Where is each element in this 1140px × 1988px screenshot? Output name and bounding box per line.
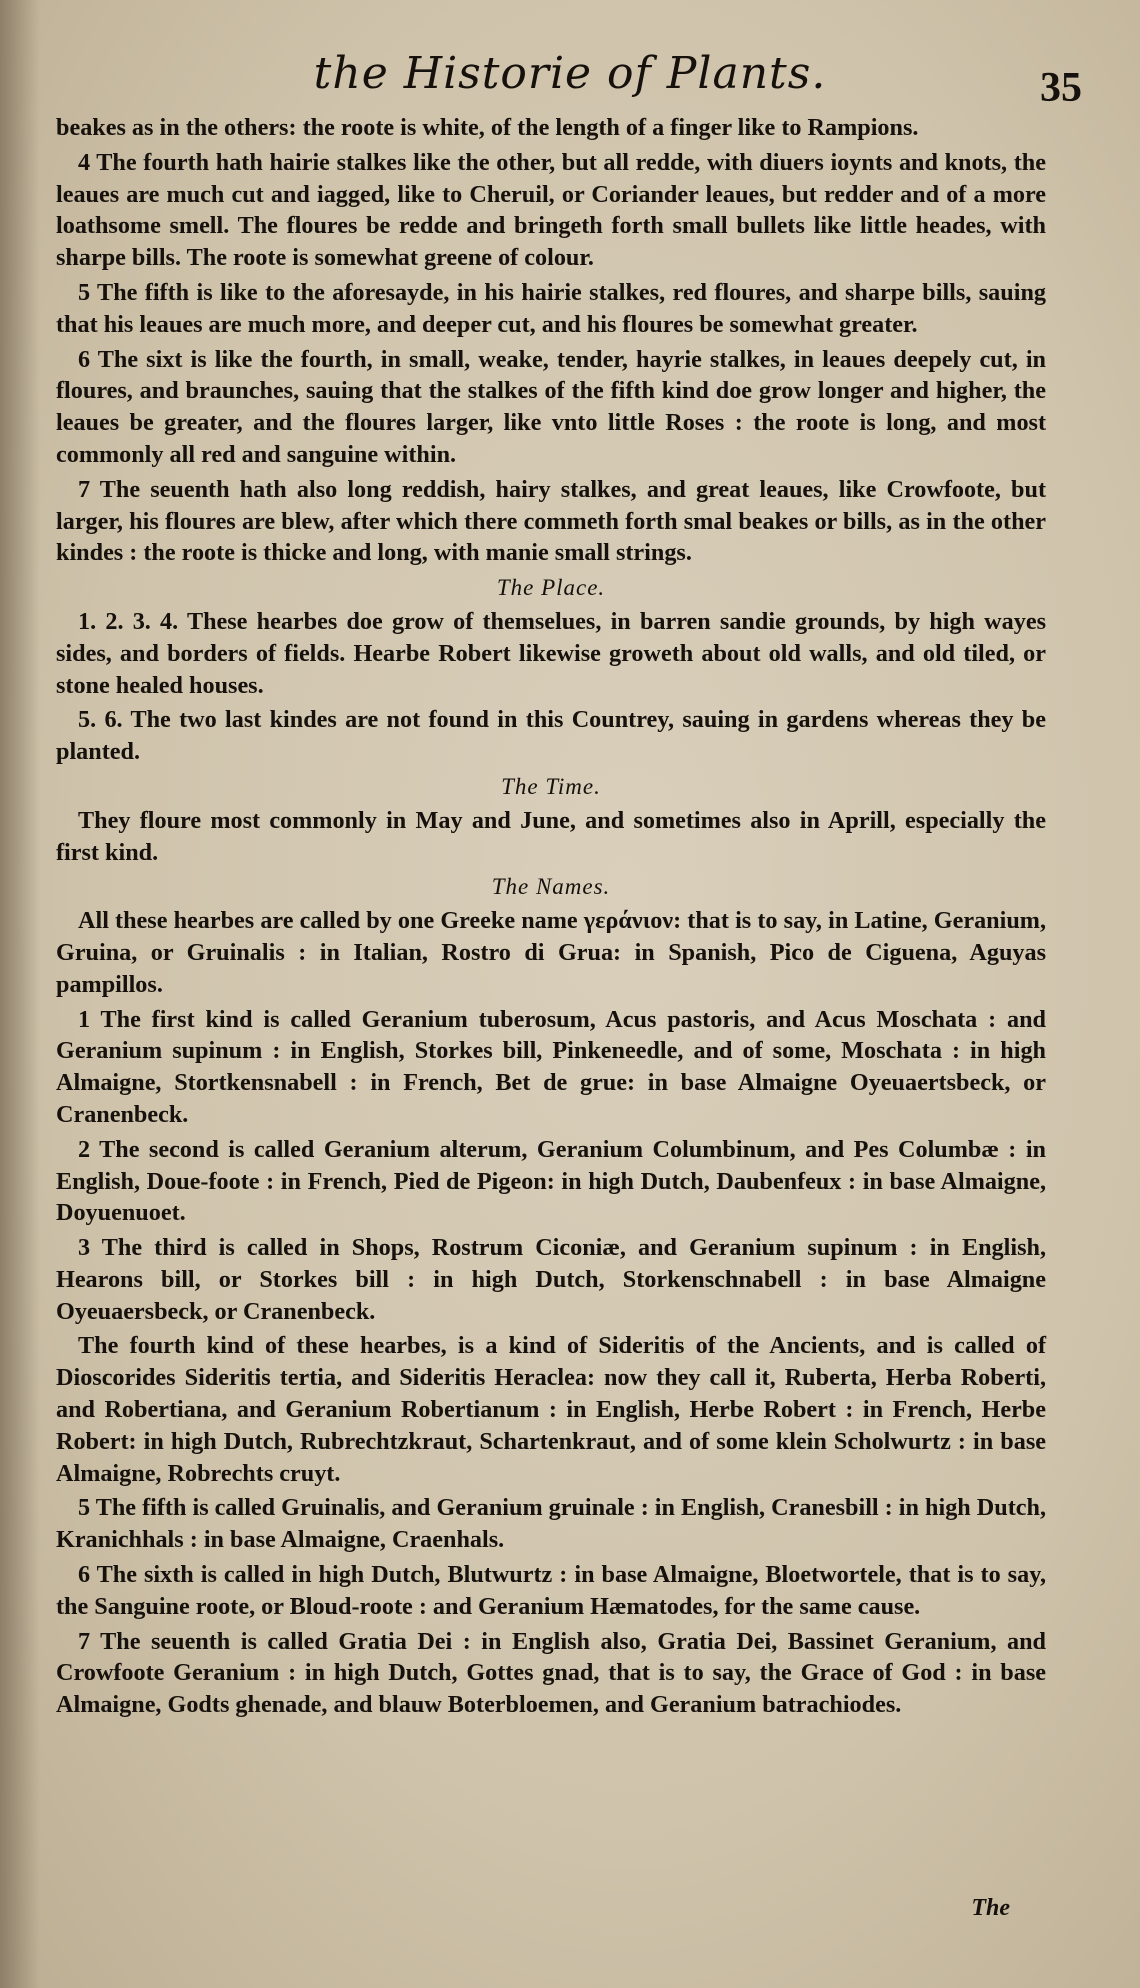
paragraph-kind-5: 5 The fifth is like to the aforesayde, in his hairie stalkes, red floures, and sharpe bills, sauing that his leaues are much more, and deeper cut, and his floures be somewhat greater. (56, 278, 1046, 338)
running-head: the Historie of Plants. (313, 48, 827, 99)
paragraph-kind-4: 4 The fourth hath hairie stalkes like the other, but all redde, with diuers ioynts and knots, the leaues are much cut and iagged, like to Cheruil, or Coriander leaues, but redder and of a more loathsome smell. The floures be redde and bringeth forth small bullets like little heades, with sharpe bills. The roote is somewhat greene of colour. (56, 148, 1046, 272)
paragraph-names-1: 1 The first kind is called Geranium tuberosum, Acus pastoris, and Acus Moschata : and Geranium supinum : in English, Storkes bill, Pinkeneedle, and of some, Moschata : in high Almaigne, Stortkensnabell : in French, Bet de grue: in base Almaigne Oyeuaertsbeck, or Cranenbeck. (56, 1005, 1046, 1128)
paragraph-place-2: 5. 6. The two last kindes are not found in this Countrey, sauing in gardens whereas they be planted. (56, 706, 1046, 766)
paragraph-names-6: 6 The sixth is called in high Dutch, Blutwurtz : in base Almaigne, Bloetwortele, that is to say, the Sanguine roote, or Bloud-roote : and Geranium Hæmatodes, for the same cause. (56, 1561, 1046, 1620)
paragraph-names-7: 7 The seuenth is called Gratia Dei : in English also, Gratia Dei, Bassinet Geranium, and Crowfoote Geranium : in high Dutch, Gottes gnad, that is to say, the Grace of God : in base Almaigne, Godts ghenade, and blauw Boterbloemen, and Geranium batrachiodes. (56, 1627, 1046, 1719)
paragraph-names-intro: All these hearbes are called by one Greeke name γεράνιον: that is to say, in Latine, Geranium, Gruina, or Gruinalis : in Italian, Rostro di Grua: in Spanish, Pico de Ciguena, Aguyas pampillos. (56, 907, 1046, 998)
paragraph-names-2: 2 The second is called Geranium alterum, Geranium Columbinum, and Pes Columbæ : in English, Doue-foote : in French, Pied de Pigeon: in high Dutch, Daubenfeux : in base Almaigne, Doyuenuoet. (56, 1135, 1046, 1227)
section-heading-time: The Time. (501, 773, 601, 799)
paragraph-place-1: 1. 2. 3. 4. These hearbes doe grow of themselues, in barren sandie grounds, by high wayes sides, and borders of fields. Hearbe Robert likewise groweth about old walls, and old tiled, or stone healed houses. (56, 607, 1046, 699)
paragraph-names-3: 3 The third is called in Shops, Rostrum Ciconiæ, and Geranium supinum : in English, Hearons bill, or Storkes bill : in high Dutch, Storkenschnabell : in base Almaigne Oyeuaersbeck, or Cranenbeck. (56, 1234, 1046, 1325)
catchword: The (971, 1895, 1010, 1921)
paragraph-time: They floure most commonly in May and June, and sometimes also in Aprill, especially the first kind. (56, 806, 1046, 866)
paragraph-kind-7: 7 The seuenth hath also long reddish, hairy stalkes, and great leaues, like Crowfoote, but larger, his floures are blew, after which there commeth forth smal beakes or bills, as in the other kindes : the roote is thicke and long, with manie small strings. (56, 475, 1046, 567)
section-heading-place: The Place. (496, 575, 606, 601)
paragraph-continuation: beakes as in the others: the roote is white, of the length of a finger like to Rampions. (56, 114, 919, 141)
paragraph-names-5: 5 The fifth is called Gruinalis, and Geranium gruinale : in English, Cranesbill : in high Dutch, Kranichhals : in base Almaigne, Craenhals. (56, 1494, 1046, 1554)
paragraph-kind-6: 6 The sixt is like the fourth, in small, weake, tender, hayrie stalkes, in leaues deepely cut, in floures, and braunches, sauing that the stalkes of the fifth kind doe grow longer and higher, the leaues be greater, and the floures larger, like vnto little Roses : the roote is long, and most commonly all red and sanguine within. (56, 345, 1046, 468)
section-heading-names: The Names. (491, 874, 611, 900)
gutter-shadow (0, 0, 40, 1988)
paragraph-names-4: The fourth kind of these hearbes, is a kind of Sideritis of the Ancients, and is called of Dioscorides Sideritis tertia, and Sideritis Heraclea: now they call it, Ruberta, Herba Roberti, and Robertiana, and Geranium Robertianum : in English, Herbe Robert : in French, Herbe Robert: in high Dutch, Rubrechtzkraut, Schartenkraut, and of some klein Scholwurtz : in base Almaigne, Robrechts cruyt. (56, 1332, 1046, 1487)
page-number: 35 (1040, 65, 1082, 111)
page-body (56, 112, 1046, 1724)
